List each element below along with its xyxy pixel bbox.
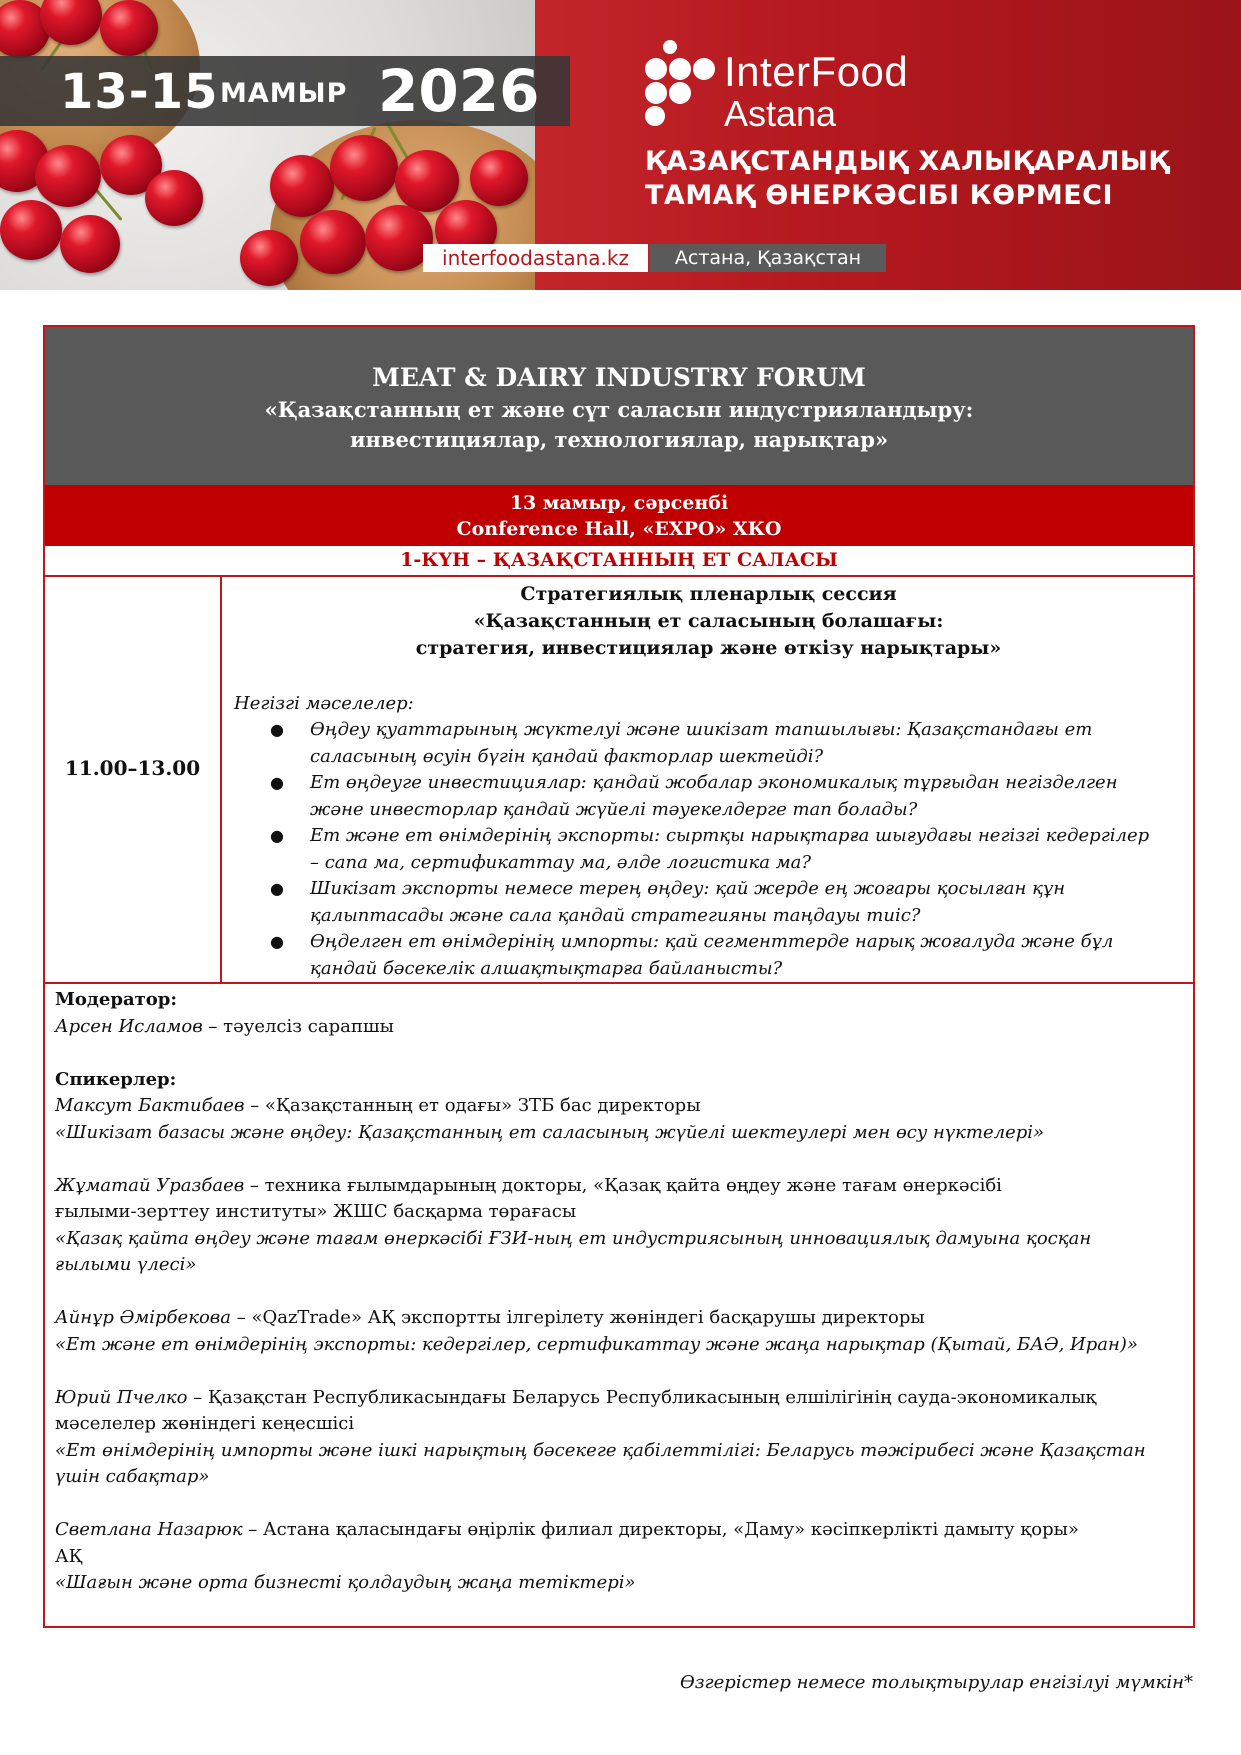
issue-line: Шикізат экспорты немесе терең өңдеу: қай жерде ең жоғары қосылған құн: [310, 878, 1066, 899]
session-time: 11.00–13.00: [64, 756, 201, 780]
speaker-role: – Қазақстан Республикасындағы Беларусь Республикасының елшілігінің сауда-экономикалық: [187, 1386, 1097, 1408]
event-venue: Conference Hall, «EXPO» ХКО: [456, 518, 782, 540]
speaker-topic: «Қазақ қайта өңдеу және тағам өнеркәсібі ҒЗИ-ның ет индустриясының инновациялық дамуына қосқан: [55, 1227, 1092, 1249]
bullet-icon: ●: [270, 720, 284, 739]
session-title-line-2: «Қазақстанның ет саласының болашағы:: [473, 610, 944, 632]
moderator-name: Арсен Исламов: [55, 1015, 203, 1037]
forum-subtitle-line-2: инвестициялар, технологиялар, нарықтар»: [349, 427, 889, 452]
interfood-logo-icon: [645, 40, 715, 125]
speaker-role-continued: АҚ: [55, 1545, 83, 1567]
speaker-role: – «Қазақстанның ет одағы» ЗТБ бас директоры: [244, 1095, 701, 1116]
changes-footnote: Өзгерістер немесе толықтырулар енгізілуі мүмкін*: [679, 1672, 1193, 1693]
speaker-topic-continued: үшін сабақтар»: [55, 1466, 210, 1487]
interfood-logo-text: [724, 50, 908, 134]
program-table: [43, 325, 1195, 1628]
speaker-name: Айнұр Әмірбекова: [55, 1307, 231, 1328]
participants-section: [55, 987, 1180, 1597]
speaker-name: Юрий Пчелко: [55, 1386, 188, 1408]
speaker-topic: «Шағын және орта бизнесті қолдаудың жаңа тетіктері»: [55, 1572, 636, 1593]
event-banner: [0, 0, 1241, 290]
forum-name: MEAT & DAIRY INDUSTRY FORUM: [372, 363, 866, 392]
event-date-block: [45, 485, 1193, 546]
event-date: 13 мамыр, сәрсенбі: [509, 492, 729, 514]
logo-line-1: InterFood: [724, 48, 909, 95]
speaker-name: Жұматай Уразбаев: [55, 1174, 245, 1196]
bullet-icon: ●: [270, 826, 284, 845]
speakers-label: Спикерлер:: [55, 1068, 177, 1090]
issue-line: – сапа ма, сертификаттау ма, әлде логистика ма?: [310, 851, 812, 873]
logo-line-2: Astana: [724, 93, 837, 134]
issue-item: [224, 876, 1184, 929]
speaker-topic: «Шикізат базасы және өңдеу: Қазақстанның ет саласының жүйелі шектеулері мен өсу нүктелері»: [55, 1121, 1045, 1143]
website-link[interactable]: interfoodastana.kz: [423, 244, 648, 272]
moderator-role: – тәуелсіз сарапшы: [202, 1015, 394, 1037]
issues-title: Негізгі мәселелер:: [234, 693, 414, 714]
event-year: 2026: [378, 57, 540, 125]
bullet-icon: ●: [270, 932, 284, 951]
forum-title-block: [45, 327, 1193, 485]
issue-line: Ет және ет өнімдерінің экспорты: сыртқы нарықтарға шығудағы негізгі кедергілер: [310, 825, 1150, 846]
speaker-topic-continued: ғылыми үлесі»: [55, 1254, 197, 1275]
bullet-icon: ●: [270, 773, 284, 792]
session-time-cell: [45, 577, 222, 982]
speaker-entry: [55, 1517, 1180, 1597]
exhibition-title-line-1: ҚАЗАҚСТАНДЫҚ ХАЛЫҚАРАЛЫҚ: [645, 146, 1170, 177]
issue-item: [224, 823, 1184, 876]
moderator-entry: [55, 1014, 1180, 1041]
speaker-role: – «QazTrade» АҚ экспортты ілгерілету жөніндегі басқарушы директоры: [231, 1307, 925, 1328]
speaker-role: – техника ғылымдарының докторы, «Қазақ қайта өңдеу және тағам өнеркәсібі: [244, 1174, 1002, 1196]
speaker-entry: [55, 1385, 1180, 1491]
speaker-role: – Астана қаласындағы өңірлік филиал директоры, «Даму» кәсіпкерлікті дамыту қоры»: [242, 1519, 1079, 1540]
issue-item: [224, 717, 1184, 770]
speaker-name: Максут Бактибаев: [55, 1095, 245, 1116]
bullet-icon: ●: [270, 879, 284, 898]
forum-subtitle-line-1: «Қазақстанның ет және сүт саласын индустрияландыру:: [264, 397, 974, 422]
event-month: МАМЫР: [220, 78, 348, 109]
issue-line: саласының өсуін бүгін қандай факторлар шектейді?: [310, 745, 824, 767]
speaker-topic: «Ет өнімдерінің импорты және ішкі нарықтың бәсекеге қабілеттілігі: Беларусь тәжірибесі және Қазақстан: [55, 1439, 1146, 1461]
issues-list: [224, 717, 1184, 982]
issue-item: [224, 770, 1184, 823]
location-label: Астана, Қазақстан: [650, 244, 886, 272]
issue-line: Өңделген ет өнімдерінің импорты: қай сегменттерде нарық жоғалуда және бұл: [310, 931, 1114, 952]
issue-line: қандай бәсекелік алшақтықтарға байланысты?: [310, 957, 783, 979]
speaker-role-continued: мәселелер жөніндегі кеңесшісі: [55, 1413, 355, 1434]
speaker-entry: [55, 1173, 1180, 1279]
issue-item: [224, 929, 1184, 982]
exhibition-title: [645, 145, 1225, 213]
speaker-role-continued: ғылыми-зерттеу институты» ЖШС басқарма төрағасы: [55, 1201, 577, 1222]
session-row: [45, 577, 1193, 984]
event-date-range: 13-15: [60, 64, 219, 120]
moderator-label: Модератор:: [55, 989, 178, 1010]
exhibition-title-line-2: ТАМАҚ ӨНЕРКӘСІБІ КӨРМЕСІ: [645, 180, 1114, 211]
speaker-topic: «Ет және ет өнімдерінің экспорты: кедергілер, сертификаттау және жаңа нарықтар (Қытай, БАӘ, Иран)»: [55, 1333, 1138, 1355]
issue-line: қалыптасады және сала қандай стратегияны таңдауы тиіс?: [310, 904, 921, 926]
day-title: 1-КҮН – ҚАЗАҚСТАННЫҢ ЕТ САЛАСЫ: [45, 545, 1193, 577]
issue-line: Ет өңдеуге инвестициялар: қандай жобалар экономикалық тұрғыдан негізделген: [310, 772, 1118, 793]
session-title-line-3: стратегия, инвестициялар және өткізу нарықтары»: [415, 637, 1002, 659]
speaker-entry: [55, 1305, 1180, 1358]
session-details-cell: [224, 577, 1193, 982]
speaker-entry: [55, 1093, 1180, 1146]
issue-line: Өңдеу қуаттарының жүктелуі және шикізат тапшылығы: Қазақстандағы ет: [310, 719, 1093, 740]
session-title-line-1: Стратегиялық пленарлық сессия: [520, 583, 897, 605]
issue-line: және инвесторлар қандай жүйелі тәуекелдерге тап болады?: [310, 798, 918, 820]
speaker-name: Светлана Назарюк: [55, 1519, 243, 1540]
